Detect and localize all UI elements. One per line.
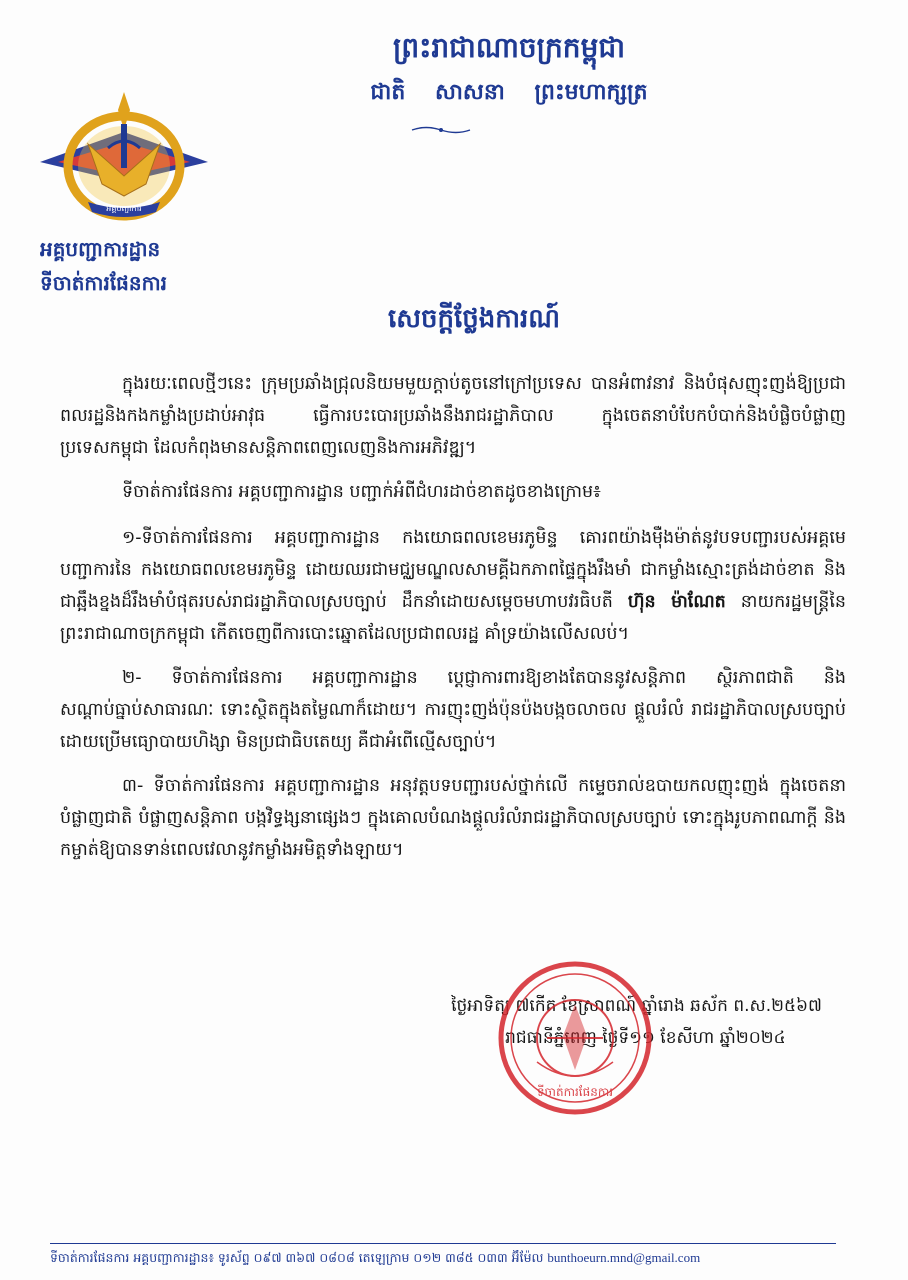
paragraph-intro: ក្នុងរយៈពេលថ្មីៗនេះ ក្រុមប្រឆាំងជ្រុលនិយមមួយក្តាប់តូចនៅក្រៅប្រទេស បានអំពាវនាវ និងបំផុសញុះញង់ឱ្យប្រជាពលរដ្ឋនិងកងកម្លាំងប្រដាប់អាវុធ ធ្វើការបះបោរប្រឆាំងនឹងរាជរដ្ឋាភិបាល ក្នុងចេតនាបំបែកបំបាក់និងបំផ្លិចបំផ្លាញប្រទេសកម្ពុជា ដែលកំពុងមានសន្តិភាពពេញលេញនិងការអភិវឌ្ឍ។	[60, 374, 846, 458]
emblem-banner-text: អគ្គបញ្ជាការ	[106, 204, 142, 213]
footer-contact	[50, 1250, 840, 1269]
kingdom-heading: ព្រះរាជាណាចក្រកម្ពុជា	[392, 31, 625, 64]
official-seal-stamp	[495, 958, 655, 1118]
footer-contact-text: ទីចាត់ការផែនការ អគ្គបញ្ជាការដ្ឋាន៖ ទូរស័ព្ទ ០៩៧ ៣៦៧ ០៨០៨ តេឡេក្រាម ០១២ ៣៨៥ ០៣៣ អ៊ីម៉ែល	[50, 1250, 544, 1265]
footer-email-link[interactable]: bunthoeurn.mnd@gmail.com	[547, 1250, 701, 1265]
organization-name	[40, 232, 167, 300]
point-1-text-b: នាយករដ្ឋមន្ត្រីនៃព្រះរាជាណាចក្រកម្ពុជា កើតចេញពីការបោះឆ្នោតដែលប្រជាពលរដ្ឋ គាំទ្រយ៉ាងលើសលប់។	[60, 592, 846, 644]
lunar-date: ថ្ងៃអាទិត្យ ៧កើត ខែស្រាពណ៍ ឆ្នាំរោង ឆស័ក ព.ស.២៥៦៧	[451, 996, 822, 1016]
paragraph-point-1	[60, 522, 846, 650]
document-title: សេចក្តីថ្លែងការណ៍	[387, 304, 561, 334]
divider-ornament-icon	[410, 124, 472, 136]
paragraph-position: ទីចាត់ការផែនការ អគ្គបញ្ជាការដ្ឋាន បញ្ជាក់អំពីជំហរដាច់ខាតដូចខាងក្រោម៖	[122, 482, 601, 502]
national-motto: ជាតិ សាសនា ព្រះមហាក្សត្រ	[370, 79, 648, 105]
prime-minister-name: ហ៊ុន ម៉ាណែត	[627, 592, 726, 612]
paragraph-point-3: ៣- ទីចាត់ការផែនការ អគ្គបញ្ជាការដ្ឋាន អនុវត្តបទបញ្ជារបស់ថ្នាក់លើ កម្ទេចរាល់ឧបាយកលញុះញង់ ក្នុងចេតនាបំផ្លាញជាតិ បំផ្លាញសន្តិភាព បង្កវិទ្ធង្សនាផ្សេងៗ ក្នុងគោលបំណងផ្តួលរំលំរាជរដ្ឋាភិបាលស្របច្បាប់ ទោះក្នុងរូបភាពណាក្តី និងកម្ចាត់ឱ្យបានទាន់ពេលវេលានូវកម្លាំងអមិត្តទាំងឡាយ។	[60, 776, 846, 860]
organization-line-2: ទីចាត់ការផែនការ	[40, 271, 167, 295]
footer-divider	[50, 1243, 836, 1244]
military-emblem-icon	[38, 84, 210, 224]
paragraph-point-2: ២- ទីចាត់ការផែនការ អគ្គបញ្ជាការដ្ឋាន ប្តេជ្ញាការពារឱ្យខាងតែបាននូវសន្តិភាព ស្ថិរភាពជាតិ និងសណ្តាប់ធ្នាប់សាធារណៈ ទោះស្ថិតក្នុងតម្លៃណាក៏ដោយ។ ការញុះញង់ប៉ុនប៉ងបង្កចលាចល ផ្តួលរំលំ រាជរដ្ឋាភិបាលស្របច្បាប់ ដោយប្រើមធ្យោបាយហិង្សា មិនប្រជាធិបតេយ្យ គឺជាអំពើល្មើសច្បាប់។	[60, 668, 846, 752]
seal-text: ទីចាត់ការផែនការ	[536, 1085, 614, 1099]
solar-date: រាជធានីភ្នំពេញ ថ្ងៃទី១១ ខែសីហា ឆ្នាំ២០២៤	[505, 1028, 786, 1048]
statement-body	[60, 368, 846, 878]
organization-line-1: អគ្គបញ្ជាការដ្ឋាន	[40, 237, 161, 261]
point-1-text-a: ១-ទីចាត់ការផែនការ អគ្គបញ្ជាការដ្ឋាន កងយោធពលខេមរភូមិន្ទ គោរពយ៉ាងម៉ឺងម៉ាត់នូវបទបញ្ជារបស់អគ្គមេបញ្ជាការនៃ កងយោធពលខេមរភូមិន្ទ ដោយឈរជាមជ្ឈមណ្ឌលសាមគ្គីឯកភាពផ្ទៃក្នុងរឹងមាំ ជាកម្លាំងស្មោះត្រង់ដាច់ខាត និងជាឆ្អឹងខ្នងដ៏រឹងមាំបំផុតរបស់រាជរដ្ឋាភិបាលស្របច្បាប់ ដឹកនាំដោយសម្តេចមហាបវរធិបតី	[60, 528, 846, 612]
